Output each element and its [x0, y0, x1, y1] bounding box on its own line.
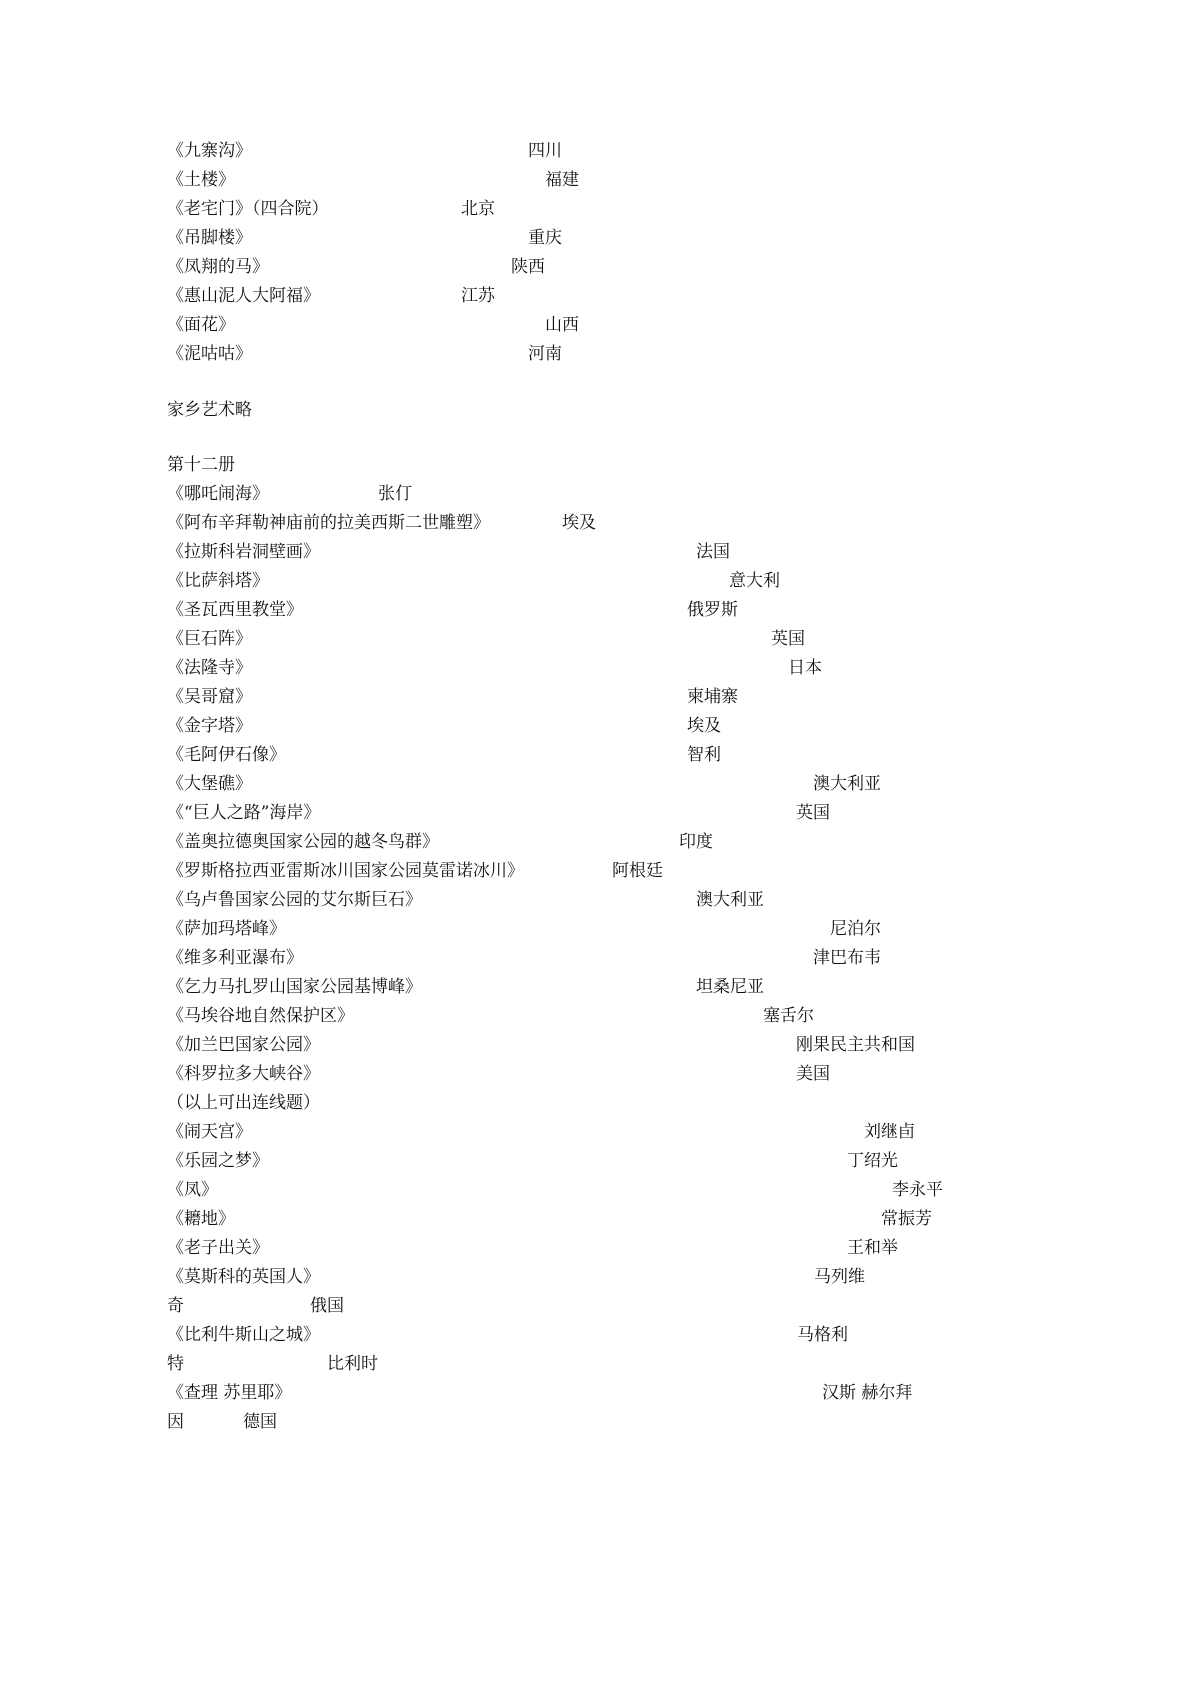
- line-title: 《金字塔》: [167, 716, 252, 736]
- line-title: 《马埃谷地自然保护区》: [167, 1006, 354, 1026]
- line-value: 坦桑尼亚: [696, 977, 764, 997]
- line-value: 埃及: [687, 716, 721, 736]
- text-line: [0, 253, 1191, 281]
- line-title: 《莫斯科的英国人》: [167, 1267, 320, 1287]
- line-title: 《大堡礁》: [167, 774, 252, 794]
- line-value: 英国: [771, 629, 805, 649]
- text-line: [0, 137, 1191, 165]
- line-value: 英国: [796, 803, 830, 823]
- text-line: [0, 1118, 1191, 1146]
- line-value: 澳大利亚: [813, 774, 881, 794]
- text-line: [0, 1350, 1191, 1378]
- text-line: [0, 799, 1191, 827]
- line-value: 北京: [461, 199, 495, 219]
- line-title: 《科罗拉多大峡谷》: [167, 1064, 320, 1084]
- line-title: 《吴哥窟》: [167, 687, 252, 707]
- text-line: [0, 886, 1191, 914]
- line-title: 《乌卢鲁国家公园的艾尔斯巨石》: [167, 890, 422, 910]
- line-value: 意大利: [729, 571, 780, 591]
- line-value: 津巴布韦: [813, 948, 881, 968]
- line-title: 《加兰巴国家公园》: [167, 1035, 320, 1055]
- line-title: 《比萨斜塔》: [167, 571, 269, 591]
- line-value: 柬埔寨: [687, 687, 738, 707]
- line-value: 福建: [545, 170, 579, 190]
- line-title: 《老宅门》（四合院）: [167, 199, 329, 219]
- line-value: 马列维: [814, 1267, 865, 1287]
- text-line: [0, 396, 1191, 424]
- text-line: [0, 654, 1191, 682]
- line-value: 印度: [679, 832, 713, 852]
- line-value: 塞舌尔: [763, 1006, 814, 1026]
- line-title: 《九寨沟》: [167, 141, 252, 161]
- line-title: 《巨石阵》: [167, 629, 252, 649]
- text-line: [0, 340, 1191, 368]
- line-value: 刘继卣: [864, 1122, 915, 1142]
- line-value: 陕西: [511, 257, 545, 277]
- line-title: 《老子出关》: [167, 1238, 269, 1258]
- text-line: [0, 828, 1191, 856]
- text-line: [0, 712, 1191, 740]
- line-title: 《法隆寺》: [167, 658, 252, 678]
- line-title: 《惠山泥人大阿福》: [167, 286, 320, 306]
- line-value: 日本: [788, 658, 822, 678]
- line-value: 张仃: [378, 484, 412, 504]
- line-value: 常振芳: [881, 1209, 932, 1229]
- line-title: 《查理 苏里耶》: [167, 1383, 292, 1403]
- text-line: [0, 1321, 1191, 1349]
- line-title: 《乞力马扎罗山国家公园基博峰》: [167, 977, 422, 997]
- line-value: 美国: [796, 1064, 830, 1084]
- text-line: [0, 1263, 1191, 1291]
- text-line: [0, 195, 1191, 223]
- line-value: 重庆: [528, 228, 562, 248]
- line-title: 第十二册: [167, 455, 235, 475]
- text-line: [0, 683, 1191, 711]
- text-line: [0, 1205, 1191, 1233]
- text-line: [0, 1147, 1191, 1175]
- line-title: 家乡艺术略: [167, 400, 252, 420]
- text-line: [0, 509, 1191, 537]
- line-title: 《泥咕咕》: [167, 344, 252, 364]
- line-value: 德国: [243, 1412, 277, 1432]
- line-title: 《耱地》: [167, 1209, 235, 1229]
- line-value: 埃及: [562, 513, 596, 533]
- line-title: 《土楼》: [167, 170, 235, 190]
- line-title: 《吊脚楼》: [167, 228, 252, 248]
- line-value: 马格利: [797, 1325, 848, 1345]
- text-line: [0, 741, 1191, 769]
- line-title: 特: [167, 1354, 184, 1374]
- line-title: 《哪吒闹海》: [167, 484, 269, 504]
- text-line: [0, 311, 1191, 339]
- line-title: 《罗斯格拉西亚雷斯冰川国家公园莫雷诺冰川》: [167, 861, 524, 881]
- line-title: 因: [167, 1412, 184, 1432]
- text-line: [0, 857, 1191, 885]
- line-value: 比利时: [327, 1354, 378, 1374]
- line-title: 《圣瓦西里教堂》: [167, 600, 303, 620]
- text-line: [0, 166, 1191, 194]
- line-value: 王和举: [847, 1238, 898, 1258]
- line-title: 《闹天宫》: [167, 1122, 252, 1142]
- line-title: 《拉斯科岩洞壁画》: [167, 542, 320, 562]
- line-value: 山西: [545, 315, 579, 335]
- line-title: 《阿布辛拜勒神庙前的拉美西斯二世雕塑》: [167, 513, 490, 533]
- text-line: [0, 567, 1191, 595]
- text-line: [0, 915, 1191, 943]
- line-value: 刚果民主共和国: [796, 1035, 915, 1055]
- line-value: 俄国: [310, 1296, 344, 1316]
- text-line: [0, 770, 1191, 798]
- line-title: 《凤》: [167, 1180, 218, 1200]
- line-value: 丁绍光: [847, 1151, 898, 1171]
- text-line: [0, 596, 1191, 624]
- text-line: [0, 451, 1191, 479]
- line-title: 《“巨人之路”海岸》: [167, 803, 321, 823]
- line-value: 四川: [528, 141, 562, 161]
- line-value: 阿根廷: [612, 861, 663, 881]
- line-value: 江苏: [461, 286, 495, 306]
- text-line: [0, 1176, 1191, 1204]
- line-title: 《面花》: [167, 315, 235, 335]
- line-title: 《比利牛斯山之城》: [167, 1325, 320, 1345]
- text-line: [0, 480, 1191, 508]
- line-value: 法国: [696, 542, 730, 562]
- text-line: [0, 1060, 1191, 1088]
- text-line: [0, 1292, 1191, 1320]
- text-line: [0, 1031, 1191, 1059]
- line-title: （以上可出连线题）: [167, 1093, 320, 1113]
- line-value: 李永平: [892, 1180, 943, 1200]
- text-line: [0, 944, 1191, 972]
- text-line: [0, 973, 1191, 1001]
- text-line: [0, 625, 1191, 653]
- line-value: 尼泊尔: [830, 919, 881, 939]
- text-line: [0, 1089, 1191, 1117]
- text-line: [0, 224, 1191, 252]
- text-line: [0, 538, 1191, 566]
- line-title: 《盖奥拉德奥国家公园的越冬鸟群》: [167, 832, 439, 852]
- line-value: 澳大利亚: [696, 890, 764, 910]
- line-value: 汉斯 赫尔拜: [822, 1383, 913, 1403]
- line-value: 俄罗斯: [687, 600, 738, 620]
- line-title: 《毛阿伊石像》: [167, 745, 286, 765]
- line-title: 奇: [167, 1296, 184, 1316]
- line-value: 河南: [528, 344, 562, 364]
- line-title: 《凤翔的马》: [167, 257, 269, 277]
- text-line: [0, 1002, 1191, 1030]
- line-value: 智利: [687, 745, 721, 765]
- line-title: 《维多利亚瀑布》: [167, 948, 303, 968]
- text-line: [0, 1234, 1191, 1262]
- line-title: 《乐园之梦》: [167, 1151, 269, 1171]
- text-line: [0, 282, 1191, 310]
- line-title: 《萨加玛塔峰》: [167, 919, 286, 939]
- text-line: [0, 1379, 1191, 1407]
- text-line: [0, 1408, 1191, 1436]
